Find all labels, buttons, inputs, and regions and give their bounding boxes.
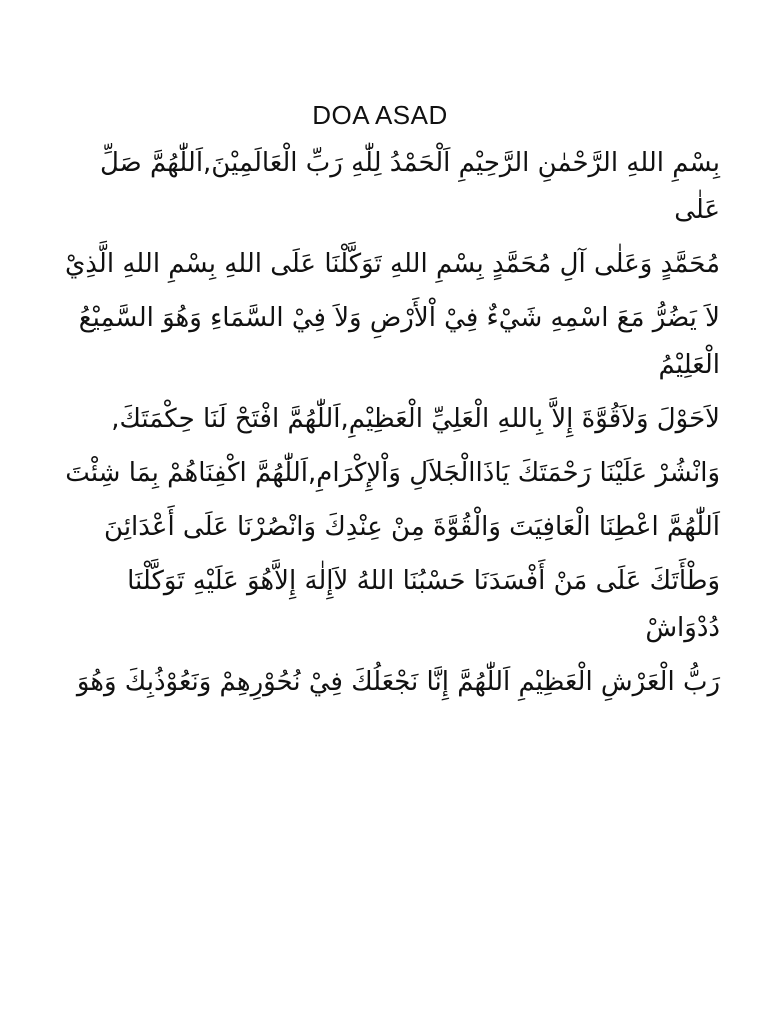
doa-paragraph: وَانْشُرْ عَلَيْنَا رَحْمَتَكَ يَاذَاالْجَلاَلِ وَاْلإِكْرَامِ,اَللّٰهُمَّ اكْفِنَاهُمْ بِمَا شِئْتَ [65, 458, 720, 488]
doa-paragraph: وَطْأَتَكَ عَلَى مَنْ أَفْسَدَنَا حَسْبُنَا اللهُ لاَإِلٰهَ إِلاَّهُوَ عَلَيْهِ تَوَكَّلْنَا دُدْوَاشْ [127, 566, 720, 643]
doa-title: DOA ASAD [312, 100, 448, 130]
doa-paragraph: لاَحَوْلَ وَلاَقُوَّةَ إِلاَّ بِاللهِ الْعَلِيِّ الْعَظِيْمِ,اَللّٰهُمَّ افْتَحْ لَنَا حِكْمَتَكَ, [111, 404, 720, 434]
doa-paragraph: مُحَمَّدٍ وَعَلٰى آلِ مُحَمَّدٍ بِسْمِ اللهِ تَوَكَّلْنَا عَلَى اللهِ بِسْمِ اللهِ الَّذِيْ [64, 249, 720, 279]
doa-paragraph: اَللّٰهُمَّ اعْطِنَا الْعَافِيَتَ وَالْقُوَّةَ مِنْ عِنْدِكَ وَانْصُرْنَا عَلَى أَعْدَائِنَ [104, 512, 720, 542]
doa-paragraph: بِسْمِ اللهِ الرَّحْمٰنِ الرَّحِيْمِ اَلْحَمْدُ لِلّٰهِ رَبِّ الْعَالَمِيْنَ,اَللّٰهُمَّ صَلِّ عَلٰى [99, 148, 720, 225]
doa-body [48, 140, 720, 713]
doa-paragraph: لاَ يَضُرُّ مَعَ اسْمِهِ شَيْءٌ فِيْ اْلأَرْضِ وَلاَ فِيْ السَّمَاءِ وَهُوَ السَّمِيْعُ الْعَلِيْمُ [78, 303, 720, 380]
doa-paragraph: رَبُّ الْعَرْشِ الْعَظِيْمِ اَللّٰهُمَّ إِنَّا نَجْعَلُكَ فِيْ نُحُوْرِهِمْ وَنَعُوْذُبِكَ وَهُوَ [76, 667, 720, 697]
